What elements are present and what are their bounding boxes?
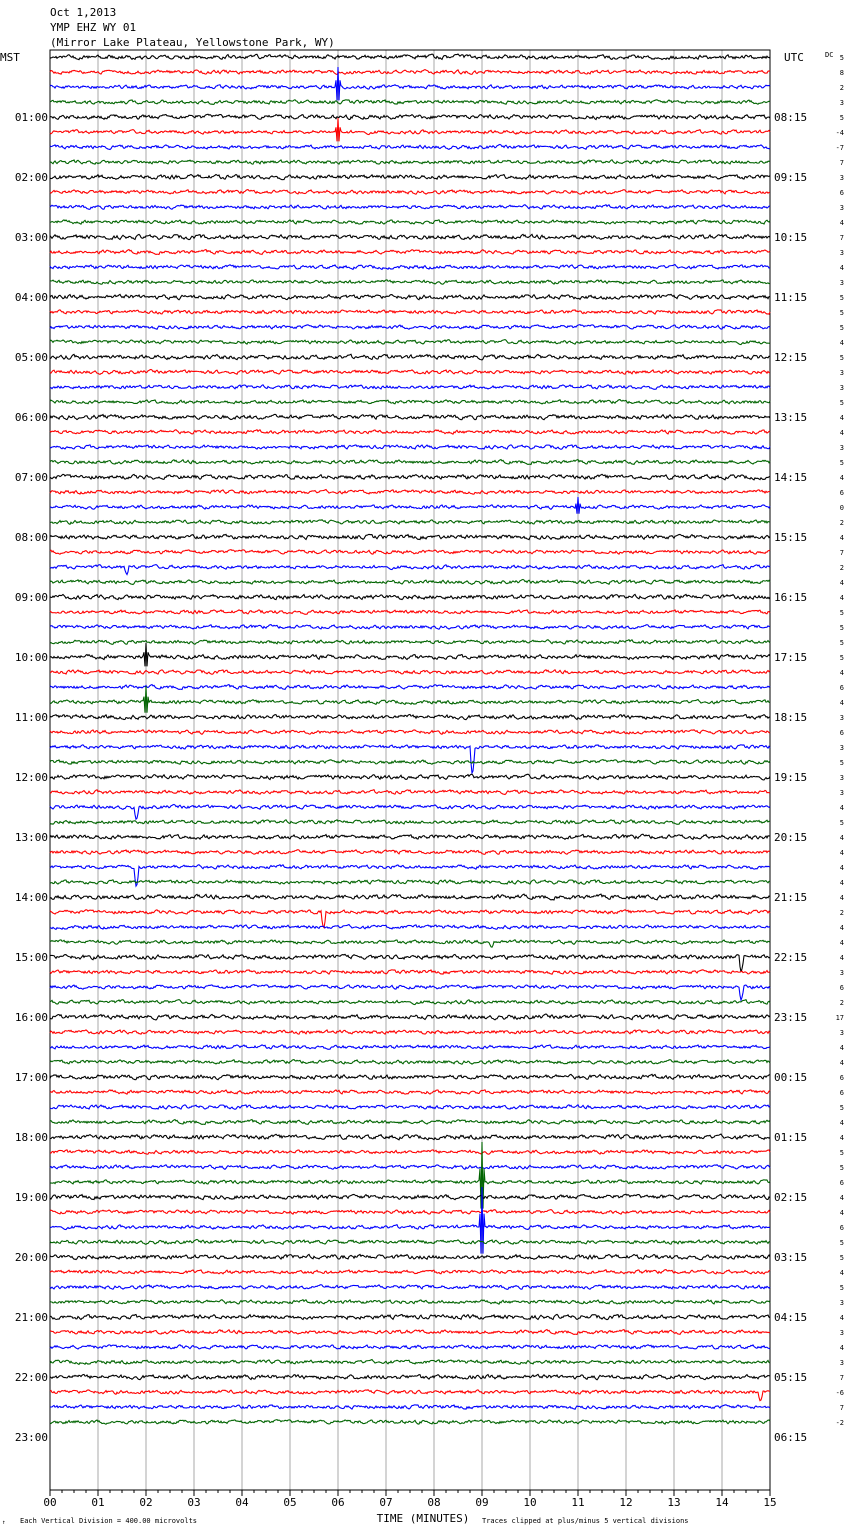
dc-offset-value: 4 bbox=[839, 1119, 844, 1127]
trace-line bbox=[50, 1045, 770, 1049]
left-hour-label: 08:00 bbox=[14, 531, 48, 544]
trace-line bbox=[50, 160, 770, 164]
right-hour-label: 04:15 bbox=[774, 1311, 808, 1324]
dc-offset-value: 4 bbox=[839, 429, 844, 437]
left-hour-label: 14:00 bbox=[14, 891, 48, 904]
trace-line bbox=[50, 1254, 770, 1259]
left-hour-label: 07:00 bbox=[14, 471, 48, 484]
dc-offset-value: 5 bbox=[839, 354, 844, 362]
dc-offset-value: 3 bbox=[839, 789, 844, 797]
trace-line bbox=[50, 534, 770, 539]
x-tick-label: 10 bbox=[523, 1496, 537, 1509]
dc-offset-value: -2 bbox=[835, 1419, 844, 1427]
left-hour-label: 02:00 bbox=[14, 171, 48, 184]
trace-line bbox=[50, 250, 770, 255]
dc-offset-value: 5 bbox=[839, 324, 844, 332]
dc-offset-value: 5 bbox=[839, 819, 844, 827]
trace-line bbox=[50, 1074, 770, 1079]
left-hour-label: 05:00 bbox=[14, 351, 48, 364]
dc-offset-value: 6 bbox=[839, 729, 844, 737]
dc-offset-value: 5 bbox=[839, 654, 844, 662]
trace-line bbox=[50, 1239, 770, 1244]
dc-offset-value: 4 bbox=[839, 1194, 844, 1202]
trace-line bbox=[50, 54, 770, 60]
trace-line bbox=[50, 774, 770, 780]
right-hour-label: 02:15 bbox=[774, 1191, 808, 1204]
trace-line bbox=[50, 1150, 770, 1154]
right-hour-label: 12:15 bbox=[774, 351, 808, 364]
trace-line bbox=[50, 118, 770, 141]
x-tick-label: 13 bbox=[667, 1496, 681, 1509]
trace-line bbox=[50, 70, 770, 75]
trace-line bbox=[50, 1285, 770, 1290]
dc-offset-value: 5 bbox=[839, 609, 844, 617]
dc-offset-value: 2 bbox=[839, 909, 844, 917]
trace-line bbox=[50, 760, 770, 765]
header-date: Oct 1,2013 bbox=[50, 6, 117, 19]
trace-line bbox=[50, 865, 770, 886]
dc-offset-value: 5 bbox=[839, 1239, 844, 1247]
trace-line bbox=[50, 369, 770, 374]
dc-offset-value: 5 bbox=[839, 309, 844, 317]
right-hour-label: 03:15 bbox=[774, 1251, 808, 1264]
left-hour-label: 09:00 bbox=[14, 591, 48, 604]
trace-line bbox=[50, 820, 770, 825]
dc-offset-value: 5 bbox=[839, 1284, 844, 1292]
trace-line bbox=[50, 190, 770, 195]
trace-line bbox=[50, 1105, 770, 1109]
dc-offset-value: 3 bbox=[839, 444, 844, 452]
dc-offset-value: 3 bbox=[839, 174, 844, 182]
trace-line bbox=[50, 643, 770, 666]
dc-offset-value: 4 bbox=[839, 864, 844, 872]
trace-line bbox=[50, 685, 770, 690]
trace-line bbox=[50, 790, 770, 795]
dc-offset-value: 4 bbox=[839, 879, 844, 887]
x-tick-label: 11 bbox=[571, 1496, 585, 1509]
trace-line bbox=[50, 1420, 770, 1425]
trace-line bbox=[50, 430, 770, 434]
x-tick-label: 04 bbox=[235, 1496, 249, 1509]
left-hour-label: 20:00 bbox=[14, 1251, 48, 1264]
x-tick-label: 02 bbox=[139, 1496, 153, 1509]
dc-offset-value: 6 bbox=[839, 489, 844, 497]
trace-line bbox=[50, 1360, 770, 1365]
dc-offset-value: 4 bbox=[839, 219, 844, 227]
trace-line bbox=[50, 400, 770, 404]
trace-line bbox=[50, 925, 770, 930]
trace-line bbox=[50, 100, 770, 105]
trace-line bbox=[50, 550, 770, 555]
dc-offset-value: 4 bbox=[839, 834, 844, 842]
x-tick-label: 12 bbox=[619, 1496, 633, 1509]
dc-offset-value: 5 bbox=[839, 114, 844, 122]
trace-line bbox=[50, 205, 770, 210]
dc-offset-value: 4 bbox=[839, 1344, 844, 1352]
x-tick-label: 00 bbox=[43, 1496, 57, 1509]
dc-offset-value: 5 bbox=[839, 399, 844, 407]
left-hour-label: 15:00 bbox=[14, 951, 48, 964]
dc-offset-values bbox=[836, 54, 844, 1427]
trace-line bbox=[50, 445, 770, 449]
seismic-traces bbox=[50, 54, 770, 1424]
trace-line bbox=[50, 730, 770, 735]
trace-line bbox=[50, 1030, 770, 1034]
dc-offset-value: -4 bbox=[835, 129, 844, 137]
dc-offset-value: 2 bbox=[839, 84, 844, 92]
dc-offset-value: 3 bbox=[839, 969, 844, 977]
x-tick-label: 07 bbox=[379, 1496, 393, 1509]
dc-offset-value: 6 bbox=[839, 1089, 844, 1097]
trace-line bbox=[50, 834, 770, 839]
trace-line bbox=[50, 474, 770, 479]
dc-offset-value: 3 bbox=[839, 204, 844, 212]
right-hour-label: 19:15 bbox=[774, 771, 808, 784]
dc-offset-value: 2 bbox=[839, 564, 844, 572]
trace-line bbox=[50, 490, 770, 495]
x-tick-label: 08 bbox=[427, 1496, 441, 1509]
right-hour-label: 21:15 bbox=[774, 891, 808, 904]
left-hour-label: 06:00 bbox=[14, 411, 48, 424]
right-hour-label: 06:15 bbox=[774, 1431, 808, 1444]
dc-offset-value: 7 bbox=[839, 1374, 844, 1382]
trace-line bbox=[50, 280, 770, 284]
dc-offset-value: 5 bbox=[839, 1104, 844, 1112]
chart-header bbox=[50, 6, 335, 49]
left-hour-label: 16:00 bbox=[14, 1011, 48, 1024]
trace-line bbox=[50, 970, 770, 974]
dc-offset-value: 4 bbox=[839, 939, 844, 947]
trace-line bbox=[50, 1270, 770, 1274]
trace-line bbox=[50, 1090, 770, 1094]
left-hour-label: 23:00 bbox=[14, 1431, 48, 1444]
dc-offset-value: 2 bbox=[839, 519, 844, 527]
trace-line bbox=[50, 714, 770, 719]
trace-line bbox=[50, 1405, 770, 1409]
left-hour-label: 22:00 bbox=[14, 1371, 48, 1384]
right-hour-label: 14:15 bbox=[774, 471, 808, 484]
footer-scale-note: Each Vertical Division = 400.00 microvolts bbox=[20, 1517, 198, 1525]
left-timezone-label: MST bbox=[0, 51, 20, 64]
right-hour-label: 10:15 bbox=[774, 231, 808, 244]
right-hour-label: 01:15 bbox=[774, 1131, 808, 1144]
trace-line bbox=[50, 265, 770, 270]
dc-offset-value: 4 bbox=[839, 414, 844, 422]
dc-offset-value: 6 bbox=[839, 684, 844, 692]
dc-offset-value: 4 bbox=[839, 924, 844, 932]
dc-offset-value: 3 bbox=[839, 369, 844, 377]
dc-offset-value: 4 bbox=[839, 534, 844, 542]
dc-offset-value: 4 bbox=[839, 1209, 844, 1217]
header-location: (Mirror Lake Plateau, Yellowstone Park, WY) bbox=[50, 36, 335, 49]
right-hour-label: 17:15 bbox=[774, 651, 808, 664]
dc-offset-value: 5 bbox=[839, 54, 844, 62]
header-station: YMP EHZ WY 01 bbox=[50, 21, 137, 34]
trace-line bbox=[50, 804, 770, 819]
dc-offset-value: 7 bbox=[839, 1404, 844, 1412]
x-tick-label: 03 bbox=[187, 1496, 201, 1509]
dc-offset-value: 3 bbox=[839, 249, 844, 257]
trace-line bbox=[50, 745, 770, 773]
trace-line bbox=[50, 940, 770, 947]
dc-offset-value: 6 bbox=[839, 1224, 844, 1232]
dc-offset-value: 17 bbox=[835, 1014, 844, 1022]
dc-offset-value: 4 bbox=[839, 699, 844, 707]
right-hour-label: 09:15 bbox=[774, 171, 808, 184]
left-hour-label: 04:00 bbox=[14, 291, 48, 304]
dc-label: DC bbox=[825, 51, 834, 59]
left-hour-label: 01:00 bbox=[14, 111, 48, 124]
trace-line bbox=[50, 1014, 770, 1020]
dc-offset-value: 4 bbox=[839, 1314, 844, 1322]
dc-offset-value: 5 bbox=[839, 459, 844, 467]
trace-line bbox=[50, 1134, 770, 1140]
trace-line bbox=[50, 497, 770, 514]
right-hour-label: 22:15 bbox=[774, 951, 808, 964]
trace-line bbox=[50, 565, 770, 575]
right-hour-label: 23:15 bbox=[774, 1011, 808, 1024]
right-hour-label: 16:15 bbox=[774, 591, 808, 604]
trace-line bbox=[50, 414, 770, 419]
trace-line bbox=[50, 340, 770, 345]
trace-line bbox=[50, 1060, 770, 1065]
trace-line bbox=[50, 954, 770, 972]
dc-offset-value: 3 bbox=[839, 279, 844, 287]
dc-offset-value: 6 bbox=[839, 984, 844, 992]
dc-offset-value: 4 bbox=[839, 1134, 844, 1142]
corner-mark: ↑ bbox=[2, 1519, 6, 1526]
trace-line bbox=[50, 520, 770, 525]
right-timezone-label: UTC bbox=[784, 51, 804, 64]
right-hour-label: 18:15 bbox=[774, 711, 808, 724]
trace-line bbox=[50, 354, 770, 360]
right-hour-label: 00:15 bbox=[774, 1071, 808, 1084]
left-hour-label: 10:00 bbox=[14, 651, 48, 664]
x-axis-title: TIME (MINUTES) bbox=[376, 1512, 470, 1525]
trace-line bbox=[50, 850, 770, 855]
left-hour-label: 21:00 bbox=[14, 1311, 48, 1324]
trace-line bbox=[50, 174, 770, 179]
right-hour-labels bbox=[774, 111, 807, 1444]
x-axis bbox=[43, 1490, 776, 1509]
trace-line bbox=[50, 610, 770, 614]
trace-line bbox=[50, 1390, 770, 1401]
trace-line bbox=[50, 1210, 770, 1215]
trace-line bbox=[50, 1000, 770, 1005]
dc-offset-value: -6 bbox=[835, 1389, 844, 1397]
x-tick-label: 14 bbox=[715, 1496, 729, 1509]
dc-offset-value: 5 bbox=[839, 624, 844, 632]
dc-offset-value: 4 bbox=[839, 579, 844, 587]
x-tick-label: 06 bbox=[331, 1496, 345, 1509]
dc-offset-value: 5 bbox=[839, 1254, 844, 1262]
trace-line bbox=[50, 1374, 770, 1379]
right-hour-label: 05:15 bbox=[774, 1371, 808, 1384]
left-hour-label: 18:00 bbox=[14, 1131, 48, 1144]
dc-offset-value: 4 bbox=[839, 474, 844, 482]
left-hour-label: 12:00 bbox=[14, 771, 48, 784]
trace-line bbox=[50, 686, 770, 713]
dc-offset-value: 5 bbox=[839, 1149, 844, 1157]
x-tick-label: 15 bbox=[763, 1496, 777, 1509]
dc-offset-value: 7 bbox=[839, 234, 844, 242]
dc-offset-value: 3 bbox=[839, 714, 844, 722]
trace-line bbox=[50, 579, 770, 584]
dc-offset-value: 5 bbox=[839, 639, 844, 647]
left-hour-labels bbox=[15, 111, 48, 1444]
trace-line bbox=[50, 1345, 770, 1349]
trace-line bbox=[50, 114, 770, 119]
dc-offset-value: 4 bbox=[839, 264, 844, 272]
right-hour-label: 08:15 bbox=[774, 111, 808, 124]
dc-offset-value: 4 bbox=[839, 894, 844, 902]
right-hour-label: 11:15 bbox=[774, 291, 808, 304]
trace-line bbox=[50, 460, 770, 465]
trace-line bbox=[50, 625, 770, 630]
trace-line bbox=[50, 594, 770, 599]
trace-line bbox=[50, 640, 770, 645]
dc-offset-value: 4 bbox=[839, 594, 844, 602]
right-hour-label: 13:15 bbox=[774, 411, 808, 424]
trace-line bbox=[50, 144, 770, 149]
trace-line bbox=[50, 1314, 770, 1319]
dc-offset-value: 3 bbox=[839, 774, 844, 782]
trace-line bbox=[50, 294, 770, 299]
right-hour-label: 15:15 bbox=[774, 531, 808, 544]
left-hour-label: 17:00 bbox=[14, 1071, 48, 1084]
trace-line bbox=[50, 894, 770, 900]
dc-offset-value: 5 bbox=[839, 294, 844, 302]
trace-line bbox=[50, 220, 770, 224]
dc-offset-value: 6 bbox=[839, 189, 844, 197]
left-hour-label: 03:00 bbox=[14, 231, 48, 244]
trace-line bbox=[50, 880, 770, 884]
dc-offset-value: 7 bbox=[839, 549, 844, 557]
trace-line bbox=[50, 310, 770, 314]
dc-offset-value: 4 bbox=[839, 954, 844, 962]
dc-offset-value: 2 bbox=[839, 999, 844, 1007]
left-hour-label: 13:00 bbox=[14, 831, 48, 844]
trace-line bbox=[50, 1300, 770, 1304]
dc-offset-value: 4 bbox=[839, 669, 844, 677]
trace-line bbox=[50, 910, 770, 928]
dc-offset-value: 4 bbox=[839, 804, 844, 812]
dc-offset-value: 6 bbox=[839, 1179, 844, 1187]
dc-offset-value: -7 bbox=[835, 144, 844, 152]
left-hour-label: 11:00 bbox=[14, 711, 48, 724]
dc-offset-value: 4 bbox=[839, 1059, 844, 1067]
dc-offset-value: 8 bbox=[839, 69, 844, 77]
trace-line bbox=[50, 325, 770, 330]
x-tick-label: 09 bbox=[475, 1496, 489, 1509]
dc-offset-value: 4 bbox=[839, 849, 844, 857]
trace-line bbox=[50, 1330, 770, 1335]
dc-offset-value: 3 bbox=[839, 1359, 844, 1367]
dc-offset-value: 6 bbox=[839, 1074, 844, 1082]
trace-line bbox=[50, 985, 770, 1000]
trace-line bbox=[50, 1120, 770, 1125]
dc-offset-value: 3 bbox=[839, 744, 844, 752]
dc-offset-value: 4 bbox=[839, 339, 844, 347]
dc-offset-value: 7 bbox=[839, 159, 844, 167]
footer-clip-note: Traces clipped at plus/minus 5 vertical divisions bbox=[482, 1517, 689, 1525]
dc-offset-value: 5 bbox=[839, 1164, 844, 1172]
trace-line bbox=[50, 670, 770, 674]
dc-offset-value: 5 bbox=[839, 759, 844, 767]
right-hour-label: 20:15 bbox=[774, 831, 808, 844]
dc-offset-value: 4 bbox=[839, 1269, 844, 1277]
x-tick-label: 05 bbox=[283, 1496, 297, 1509]
trace-line bbox=[50, 234, 770, 239]
dc-offset-value: 4 bbox=[839, 1044, 844, 1052]
left-hour-label: 19:00 bbox=[14, 1191, 48, 1204]
dc-offset-value: 3 bbox=[839, 99, 844, 107]
x-tick-label: 01 bbox=[91, 1496, 105, 1509]
dc-offset-value: 0 bbox=[839, 504, 844, 512]
dc-offset-value: 3 bbox=[839, 1029, 844, 1037]
dc-offset-value: 3 bbox=[839, 384, 844, 392]
trace-line bbox=[50, 1194, 770, 1199]
trace-line bbox=[50, 1165, 770, 1170]
dc-offset-value: 3 bbox=[839, 1329, 844, 1337]
dc-offset-value: 3 bbox=[839, 1299, 844, 1307]
trace-line bbox=[50, 385, 770, 390]
